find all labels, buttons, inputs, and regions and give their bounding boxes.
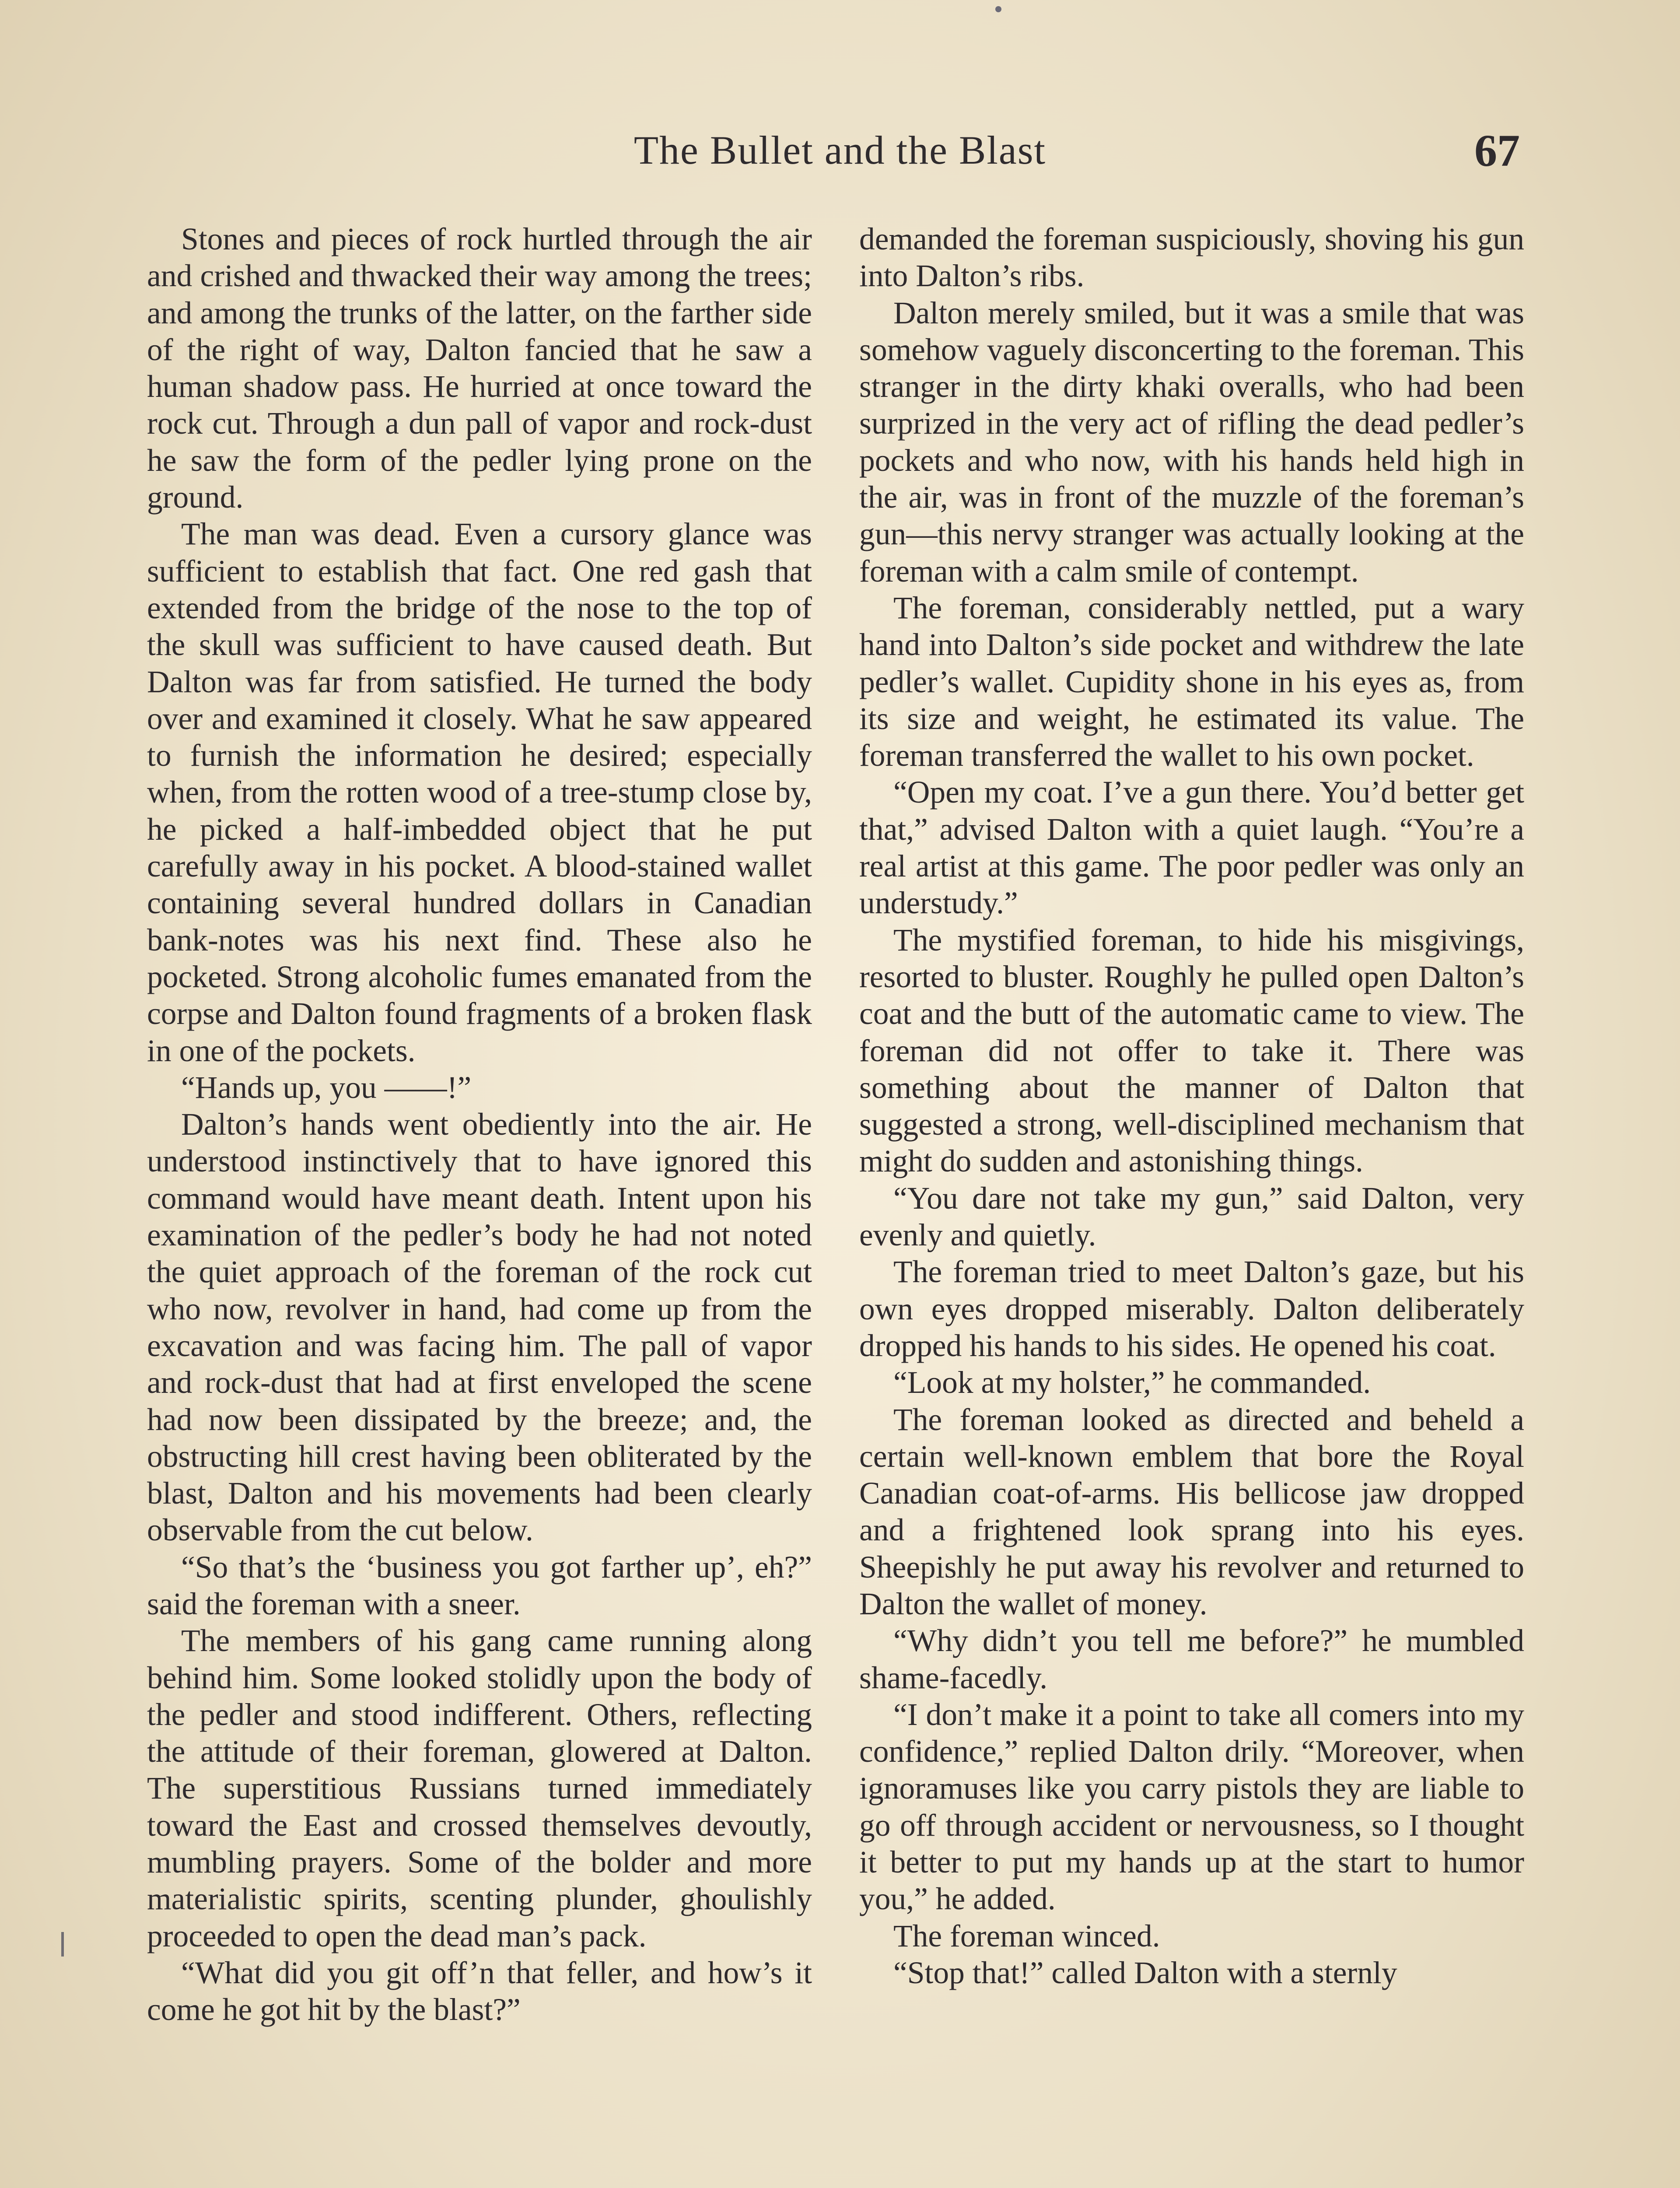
- paragraph: “I don’t make it a point to take all comers into my confidence,” replied Dalton drily. “Moreover, when ignoramuses like you carry pistols they are liable to go off through accident or nervousness, so I thought it better to put my hands up at the start to humor you,” he added.: [859, 1697, 1524, 1917]
- paragraph: “So that’s the ‘business you got farther up’, eh?” said the foreman with a sneer.: [147, 1550, 812, 1621]
- paragraph: The foreman looked as directed and beheld a certain well-known emblem that bore the Royal Canadian coat-of-arms. His bellicose jaw dropped and a frightened look sprang into his eyes. Sheepishly he put away his revolver and returned to Dalton the wallet of money.: [859, 1402, 1524, 1621]
- paragraph: The foreman winced.: [893, 1918, 1160, 1953]
- continued-paragraph: demanded the foreman suspiciously, shoving his gun into Dalton’s ribs.: [859, 222, 1524, 294]
- ink-speck: [995, 6, 1001, 12]
- right-text-column: [859, 221, 1524, 1992]
- paragraph: Dalton’s hands went obediently into the air. He understood instinctively that to have ignored this command would have meant death. Intent upon his examination of the pedler’s body he had not noted the quiet approach of the foreman of the rock cut who now, revolver in hand, had come up from the excavation and was facing him. The pall of vapor and rock-dust that had at first enveloped the scene had now been dissipated by the breeze; and, the obstructing hill crest having been obliterated by the blast, Dalton and his movements had been clearly observable from the cut below.: [147, 1107, 812, 1548]
- running-header-title: The Bullet and the Blast: [634, 128, 1046, 172]
- paragraph: Dalton merely smiled, but it was a smile that was somehow vaguely disconcerting to the foreman. This stranger in the dirty khaki overalls, who had been surprized in the very act of rifling the dead pedler’s pockets and who now, with his hands held high in the air, was in front of the muzzle of the foreman’s gun—this nervy stranger was actually looking at the foreman with a calm smile of contempt.: [859, 295, 1524, 589]
- paragraph: “Stop that!” called Dalton with a sternly: [893, 1955, 1397, 1990]
- paragraph: The foreman, considerably nettled, put a wary hand into Dalton’s side pocket and withdrew the late pedler’s wallet. Cupidity shone in his eyes as, from its size and weight, he estimated its value. The foreman transferred the wallet to his own pocket.: [859, 590, 1524, 773]
- paragraph: “You dare not take my gun,” said Dalton, very evenly and quietly.: [859, 1181, 1524, 1253]
- paragraph: The man was dead. Even a cursory glance was sufficient to establish that fact. One red gash that extended from the bridge of the nose to the top of the skull was sufficient to have caused death. But Dalton was far from satisfied. He turned the body over and examined it closely. What he saw appeared to furnish the information he desired; especially when, from the rotten wood of a tree-stump close by, he picked a half-imbedded object that he put carefully away in his pocket. A blood-stained wallet containing several hundred dollars in Canadian bank-notes was his next find. These also he pocketed. Strong alcoholic fumes emanated from the corpse and Dalton found fragments of a broken flask in one of the pockets.: [147, 517, 812, 1068]
- paragraph: Stones and pieces of rock hurtled through the air and crished and thwacked their way among the trees; and among the trunks of the latter, on the farther side of the right of way, Dalton fancied that he saw a human shadow pass. He hurried at once toward the rock cut. Through a dun pall of vapor and rock-dust he saw the form of the pedler lying prone on the ground.: [147, 222, 812, 515]
- paragraph: “Open my coat. I’ve a gun there. You’d better get that,” advised Dalton with a quiet laugh. “You’re a real artist at this game. The poor pedler was only an understudy.”: [859, 775, 1524, 921]
- page-number: 67: [1474, 126, 1520, 176]
- paragraph: The mystified foreman, to hide his misgivings, resorted to bluster. Roughly he pulled open Dalton’s coat and the butt of the automatic came to view. The foreman did not offer to take it. There was something about the manner of Dalton that suggested a strong, well-disciplined mechanism that might do sudden and astonishing things.: [859, 922, 1524, 1179]
- paragraph: “Hands up, you ——!”: [181, 1070, 472, 1105]
- paragraph: “Why didn’t you tell me before?” he mumbled shame-facedly.: [859, 1623, 1524, 1695]
- left-text-column: [147, 221, 812, 2029]
- paragraph: “What did you git off’n that feller, and how’s it come he got hit by the blast?”: [147, 1955, 812, 2027]
- paragraph: The foreman tried to meet Dalton’s gaze, but his own eyes dropped miserably. Dalton deliberately dropped his hands to his sides. He opened his coat.: [859, 1255, 1524, 1363]
- margin-pencil-mark: [61, 1932, 64, 1957]
- paragraph: The members of his gang came running along behind him. Some looked stolidly upon the body of the pedler and stood indifferent. Others, reflecting the attitude of their foreman, glowered at Dalton. The superstitious Russians turned immediately toward the East and crossed themselves devoutly, mumbling prayers. Some of the bolder and more materialistic spirits, scenting plunder, ghoulishly proceeded to open the dead man’s pack.: [147, 1623, 812, 1953]
- paragraph: “Look at my holster,” he commanded.: [893, 1365, 1371, 1400]
